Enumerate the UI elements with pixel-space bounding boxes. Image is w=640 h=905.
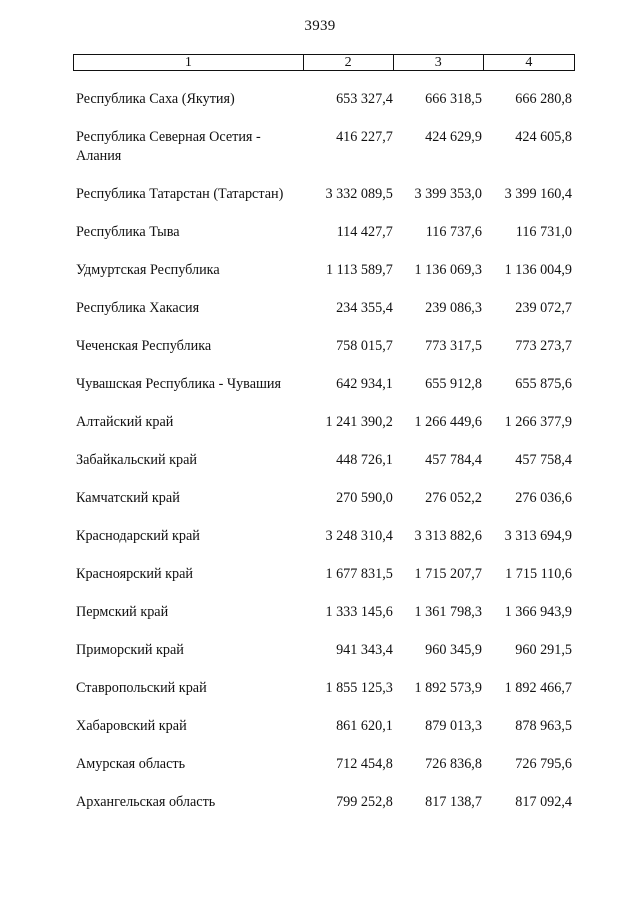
row-spacer (73, 242, 575, 261)
value-col-4: 960 291,5 (515, 642, 572, 658)
value-col-4: 1 366 943,9 (504, 604, 572, 620)
value-col-4: 1 715 110,6 (505, 566, 572, 582)
value-col-3: 3 399 353,0 (414, 186, 482, 202)
row-spacer-cell (73, 394, 575, 413)
table-row (73, 527, 575, 546)
region-name: Красноярский край (76, 566, 193, 582)
region-name: Забайкальский край (76, 452, 197, 468)
value-col-4: 817 092,4 (515, 794, 572, 810)
value-col-2: 642 934,1 (336, 376, 393, 392)
value-col-4: 276 036,6 (515, 490, 572, 506)
value-col-3: 457 784,4 (425, 452, 482, 468)
value-col-4: 116 731,0 (515, 224, 572, 240)
table-row (73, 299, 575, 318)
column-header-2: 2 (303, 55, 393, 71)
value-col-2: 234 355,4 (336, 300, 393, 316)
table-row (73, 90, 575, 109)
row-spacer (73, 356, 575, 375)
value-col-2: 416 227,7 (336, 129, 393, 145)
value-col-4: 666 280,8 (515, 91, 572, 107)
value-col-3: 1 361 798,3 (414, 604, 482, 620)
page-number: 3939 (304, 18, 336, 34)
region-name: Камчатский край (76, 490, 180, 506)
value-col-4: 239 072,7 (515, 300, 572, 316)
value-col-2: 1 677 831,5 (325, 566, 393, 582)
column-header-row (73, 54, 575, 71)
row-spacer-cell (73, 204, 575, 223)
table-row (73, 755, 575, 774)
column-header-1: 1 (74, 55, 304, 71)
row-spacer-cell (73, 660, 575, 679)
table-row (73, 641, 575, 660)
value-col-3: 726 836,8 (425, 756, 482, 772)
value-col-2: 1 333 145,6 (325, 604, 393, 620)
region-name: Республика Тыва (76, 224, 180, 240)
row-spacer (73, 508, 575, 527)
row-spacer-cell (73, 508, 575, 527)
data-table (73, 90, 575, 812)
value-col-2: 448 726,1 (336, 452, 393, 468)
table-row (73, 717, 575, 736)
row-spacer (73, 584, 575, 603)
region-name: Республика Саха (Якутия) (76, 91, 235, 107)
row-spacer-cell (73, 242, 575, 261)
value-col-2: 114 427,7 (336, 224, 393, 240)
row-spacer-cell (73, 736, 575, 755)
table-row (73, 337, 575, 356)
value-col-4: 1 136 004,9 (504, 262, 572, 278)
value-col-3: 276 052,2 (425, 490, 482, 506)
value-col-3: 116 737,6 (425, 224, 482, 240)
value-col-2: 653 327,4 (336, 91, 393, 107)
table-row (73, 185, 575, 204)
region-name: Чеченская Республика (76, 338, 212, 354)
table-row (73, 489, 575, 508)
region-name: Чувашская Республика - Чувашия (76, 376, 282, 392)
value-col-2: 270 590,0 (336, 490, 393, 506)
value-col-3: 1 892 573,9 (414, 680, 482, 696)
value-col-3: 666 318,5 (425, 91, 482, 107)
table-row (73, 679, 575, 698)
region-name: Архангельская область (76, 794, 216, 810)
value-col-2: 1 241 390,2 (325, 414, 393, 430)
value-col-2: 941 343,4 (336, 642, 393, 658)
column-header-3: 3 (393, 55, 483, 71)
row-spacer (73, 280, 575, 299)
row-spacer (73, 394, 575, 413)
value-col-3: 239 086,3 (425, 300, 482, 316)
value-col-4: 1 892 466,7 (504, 680, 572, 696)
row-spacer-cell (73, 584, 575, 603)
value-col-4: 424 605,8 (515, 129, 572, 145)
row-spacer (73, 470, 575, 489)
row-spacer-cell (73, 622, 575, 641)
row-spacer (73, 774, 575, 793)
region-name: Республика Татарстан (Татарстан) (76, 186, 284, 202)
row-spacer (73, 166, 575, 185)
row-spacer (73, 432, 575, 451)
region-name: Пермский край (76, 604, 169, 620)
value-col-2: 3 248 310,4 (325, 528, 393, 544)
region-name: Хабаровский край (76, 718, 187, 734)
value-col-4: 773 273,7 (515, 338, 572, 354)
row-spacer-cell (73, 774, 575, 793)
row-spacer-cell (73, 698, 575, 717)
row-spacer-cell (73, 356, 575, 375)
value-col-2: 712 454,8 (336, 756, 393, 772)
region-name: Ставропольский край (76, 680, 207, 696)
value-col-4: 3 399 160,4 (504, 186, 572, 202)
row-spacer (73, 622, 575, 641)
table-row (73, 565, 575, 584)
table-row (73, 413, 575, 432)
row-spacer-cell (73, 109, 575, 128)
value-col-3: 1 266 449,6 (414, 414, 482, 430)
value-col-3: 960 345,9 (425, 642, 482, 658)
value-col-3: 424 629,9 (425, 129, 482, 145)
table-row (73, 223, 575, 242)
row-spacer-cell (73, 546, 575, 565)
table-row (73, 375, 575, 394)
region-name: Удмуртская Республика (76, 262, 220, 278)
table-row (73, 451, 575, 470)
value-col-2: 799 252,8 (336, 794, 393, 810)
row-spacer (73, 204, 575, 223)
value-col-3: 655 912,8 (425, 376, 482, 392)
row-spacer-cell (73, 318, 575, 337)
row-spacer (73, 698, 575, 717)
value-col-2: 758 015,7 (336, 338, 393, 354)
region-name: Краснодарский край (76, 528, 200, 544)
row-spacer (73, 546, 575, 565)
value-col-4: 457 758,4 (515, 452, 572, 468)
table-row (73, 603, 575, 622)
region-name: Амурская область (76, 756, 186, 772)
value-col-3: 3 313 882,6 (414, 528, 482, 544)
value-col-3: 1 136 069,3 (414, 262, 482, 278)
region-name: Республика Северная Осетия - Алания (76, 129, 261, 164)
value-col-2: 3 332 089,5 (325, 186, 393, 202)
value-col-2: 1 113 589,7 (325, 262, 393, 278)
value-col-4: 655 875,6 (515, 376, 572, 392)
row-spacer (73, 736, 575, 755)
value-col-2: 861 620,1 (336, 718, 393, 734)
value-col-3: 1 715 207,7 (414, 566, 482, 582)
column-header-4: 4 (483, 55, 574, 71)
row-spacer (73, 318, 575, 337)
region-name: Алтайский край (76, 414, 174, 430)
row-spacer-cell (73, 432, 575, 451)
row-spacer-cell (73, 166, 575, 185)
row-spacer (73, 109, 575, 128)
value-col-4: 3 313 694,9 (504, 528, 572, 544)
value-col-3: 879 013,3 (425, 718, 482, 734)
value-col-4: 726 795,6 (515, 756, 572, 772)
row-spacer-cell (73, 280, 575, 299)
row-spacer-cell (73, 470, 575, 489)
table-row (73, 128, 575, 166)
value-col-4: 878 963,5 (515, 718, 572, 734)
value-col-2: 1 855 125,3 (325, 680, 393, 696)
row-spacer (73, 660, 575, 679)
table-row (73, 261, 575, 280)
region-name: Республика Хакасия (76, 300, 200, 316)
value-col-4: 1 266 377,9 (504, 414, 572, 430)
region-name: Приморский край (76, 642, 184, 658)
table-row (73, 793, 575, 812)
value-col-3: 817 138,7 (425, 794, 482, 810)
value-col-3: 773 317,5 (425, 338, 482, 354)
